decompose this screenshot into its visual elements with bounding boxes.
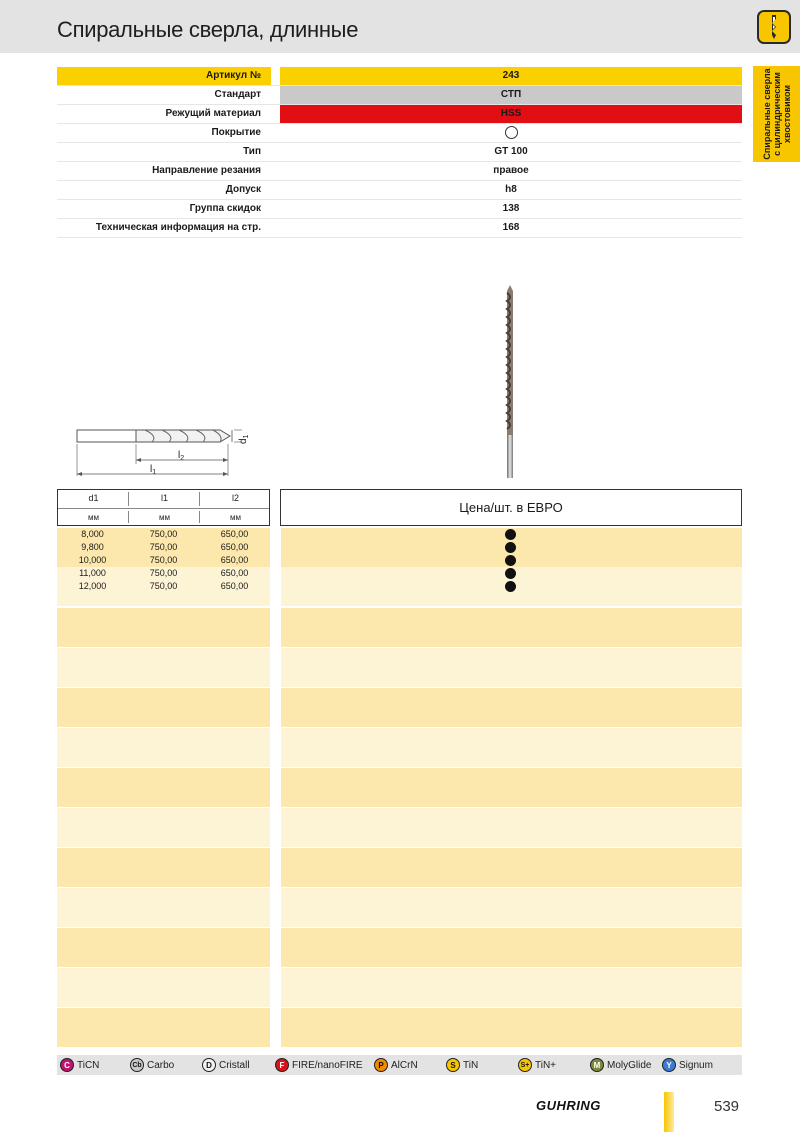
cell-l2: 650,00 xyxy=(220,542,249,552)
spec-value: GT 100 xyxy=(494,146,528,157)
cell-d1: 10,000 xyxy=(78,555,107,565)
table-band xyxy=(57,608,270,647)
table-band xyxy=(281,808,742,847)
dimension-table-header xyxy=(57,489,270,526)
brand-logo: GUHRING xyxy=(536,1098,601,1113)
legend-label: MolyGlide xyxy=(607,1059,652,1071)
table-band xyxy=(281,688,742,727)
cell-l2: 650,00 xyxy=(220,568,249,578)
cell-d1: 11,000 xyxy=(79,568,106,578)
spec-value: правое xyxy=(493,165,529,176)
table-row[interactable] xyxy=(57,554,742,567)
spec-value[interactable] xyxy=(280,219,742,237)
legend-item xyxy=(446,1057,478,1073)
legend-item xyxy=(275,1057,363,1073)
cell-d1: 9,800 xyxy=(81,542,104,552)
availability-dot-icon xyxy=(505,568,516,579)
column-divider xyxy=(199,492,200,506)
drill-product-image xyxy=(495,285,525,480)
availability-dot-icon xyxy=(505,542,516,553)
spec-label: Тип xyxy=(243,146,261,157)
table-row[interactable] xyxy=(57,528,742,541)
spec-value: 138 xyxy=(502,203,520,214)
page-header xyxy=(0,0,800,53)
cell-d1: 12,000 xyxy=(78,581,107,591)
availability-dot-icon xyxy=(505,529,516,540)
cell-l1: 750,00 xyxy=(149,542,178,552)
legend-item xyxy=(374,1057,418,1073)
table-band xyxy=(281,648,742,687)
table-band xyxy=(57,728,270,767)
spec-label: Стандарт xyxy=(214,89,261,100)
header-divider xyxy=(58,508,269,509)
spec-label: Группа скидок xyxy=(189,203,261,214)
coating-s-plus-icon: S+ xyxy=(518,1058,532,1072)
spec-label: Режущий материал xyxy=(165,108,261,119)
unit-label: мм xyxy=(88,513,99,522)
table-band xyxy=(57,968,270,1007)
price-column-header: Цена/шт. в ЕВРО xyxy=(280,489,742,526)
table-band xyxy=(281,728,742,767)
table-band xyxy=(281,968,742,1007)
empty-circle-icon xyxy=(505,126,518,139)
unit-label: мм xyxy=(159,513,170,522)
cell-l2: 650,00 xyxy=(220,529,249,539)
spec-value: СТП xyxy=(280,86,742,104)
coating-m-icon: M xyxy=(590,1058,604,1072)
spec-row-discount-group xyxy=(57,200,742,219)
coating-cb-icon: Cb xyxy=(130,1058,144,1072)
spec-label: Покрытие xyxy=(211,127,261,138)
spec-row-article xyxy=(57,67,742,86)
column-divider xyxy=(128,492,129,506)
column-header-l1: l1 xyxy=(160,493,168,503)
table-band xyxy=(57,768,270,807)
coating-y-icon: Y xyxy=(662,1058,676,1072)
column-divider xyxy=(199,511,200,523)
cell-l1: 750,00 xyxy=(149,581,178,591)
legend-label: Carbo xyxy=(147,1059,175,1071)
side-tab-line: Спиральные сверла xyxy=(761,68,772,160)
spec-row-tolerance xyxy=(57,181,742,200)
table-band xyxy=(57,808,270,847)
column-header-l2: l2 xyxy=(231,493,239,503)
dimension-table-body xyxy=(57,528,742,593)
table-row[interactable] xyxy=(57,567,742,580)
table-band xyxy=(281,768,742,807)
cell-l1: 750,00 xyxy=(149,529,178,539)
spec-label: Артикул № xyxy=(57,67,271,85)
coating-p-icon: P xyxy=(374,1058,388,1072)
legend-label: TiCN xyxy=(77,1059,100,1071)
spec-row-coating xyxy=(57,124,742,143)
footer-accent-bar xyxy=(664,1092,674,1132)
column-header-d1: d1 xyxy=(88,493,99,503)
legend-item xyxy=(590,1057,651,1073)
spec-value: h8 xyxy=(505,184,517,195)
unit-label: мм xyxy=(230,513,241,522)
spec-value xyxy=(280,124,742,142)
cell-l1: 750,00 xyxy=(149,555,178,565)
spec-value: HSS xyxy=(280,105,742,123)
spec-row-standard xyxy=(57,86,742,105)
table-band xyxy=(57,928,270,967)
availability-dot-icon xyxy=(505,581,516,592)
page-title: Спиральные сверла, длинные xyxy=(57,17,359,42)
dim-label-l2: $l_2$ xyxy=(178,450,185,462)
spec-row-material xyxy=(57,105,742,124)
cell-l2: 650,00 xyxy=(220,555,249,565)
coating-legend xyxy=(57,1055,742,1075)
legend-label: TiN xyxy=(463,1059,479,1071)
legend-item xyxy=(662,1057,713,1073)
legend-label: FIRE/nanoFIRE xyxy=(292,1059,363,1071)
table-band xyxy=(281,928,742,967)
coating-c-icon: C xyxy=(60,1058,74,1072)
dim-label-d1: $d_1$ xyxy=(238,434,250,444)
section-side-tab[interactable] xyxy=(753,66,800,162)
table-band xyxy=(281,1008,742,1047)
tech-info-page-link[interactable]: 168 xyxy=(502,222,520,233)
table-band xyxy=(281,888,742,927)
table-band xyxy=(281,608,742,647)
spec-row-type xyxy=(57,143,742,162)
table-band xyxy=(57,848,270,887)
legend-label: AlCrN xyxy=(391,1059,418,1071)
coating-s-icon: S xyxy=(446,1058,460,1072)
legend-label: TiN+ xyxy=(535,1059,557,1071)
table-band xyxy=(57,688,270,727)
availability-dot-icon xyxy=(505,555,516,566)
page-number: 539 xyxy=(714,1098,740,1115)
column-divider xyxy=(128,511,129,523)
legend-label: Signum xyxy=(679,1059,713,1071)
spec-row-direction xyxy=(57,162,742,181)
legend-item xyxy=(130,1057,174,1073)
table-row[interactable] xyxy=(57,541,742,554)
side-tab-line: с цилиндрическим xyxy=(771,72,782,156)
coating-d-icon: D xyxy=(202,1058,216,1072)
side-tab-line: хвостовиком xyxy=(781,84,792,144)
legend-item xyxy=(518,1057,556,1073)
legend-item xyxy=(202,1057,250,1073)
coating-f-icon: F xyxy=(275,1058,289,1072)
legend-item xyxy=(60,1057,99,1073)
table-row[interactable] xyxy=(57,580,742,593)
cell-d1: 8,000 xyxy=(81,529,104,539)
dim-label-l1: $l_1$ xyxy=(150,464,157,476)
spec-label: Направление резания xyxy=(152,165,261,176)
cell-l1: 750,00 xyxy=(149,568,178,578)
drill-dimension-diagram xyxy=(70,420,260,480)
spec-label: Допуск xyxy=(225,184,261,195)
cell-l2: 650,00 xyxy=(220,581,249,591)
legend-label: Cristall xyxy=(219,1059,250,1071)
table-band xyxy=(57,1008,270,1047)
spec-table xyxy=(57,67,742,238)
table-band xyxy=(281,848,742,887)
drill-category-icon xyxy=(757,10,791,44)
spec-row-tech-info xyxy=(57,219,742,238)
spec-value: 243 xyxy=(280,67,742,85)
table-band xyxy=(57,648,270,687)
table-band xyxy=(57,888,270,927)
spec-label: Техническая информация на стр. xyxy=(95,222,261,233)
